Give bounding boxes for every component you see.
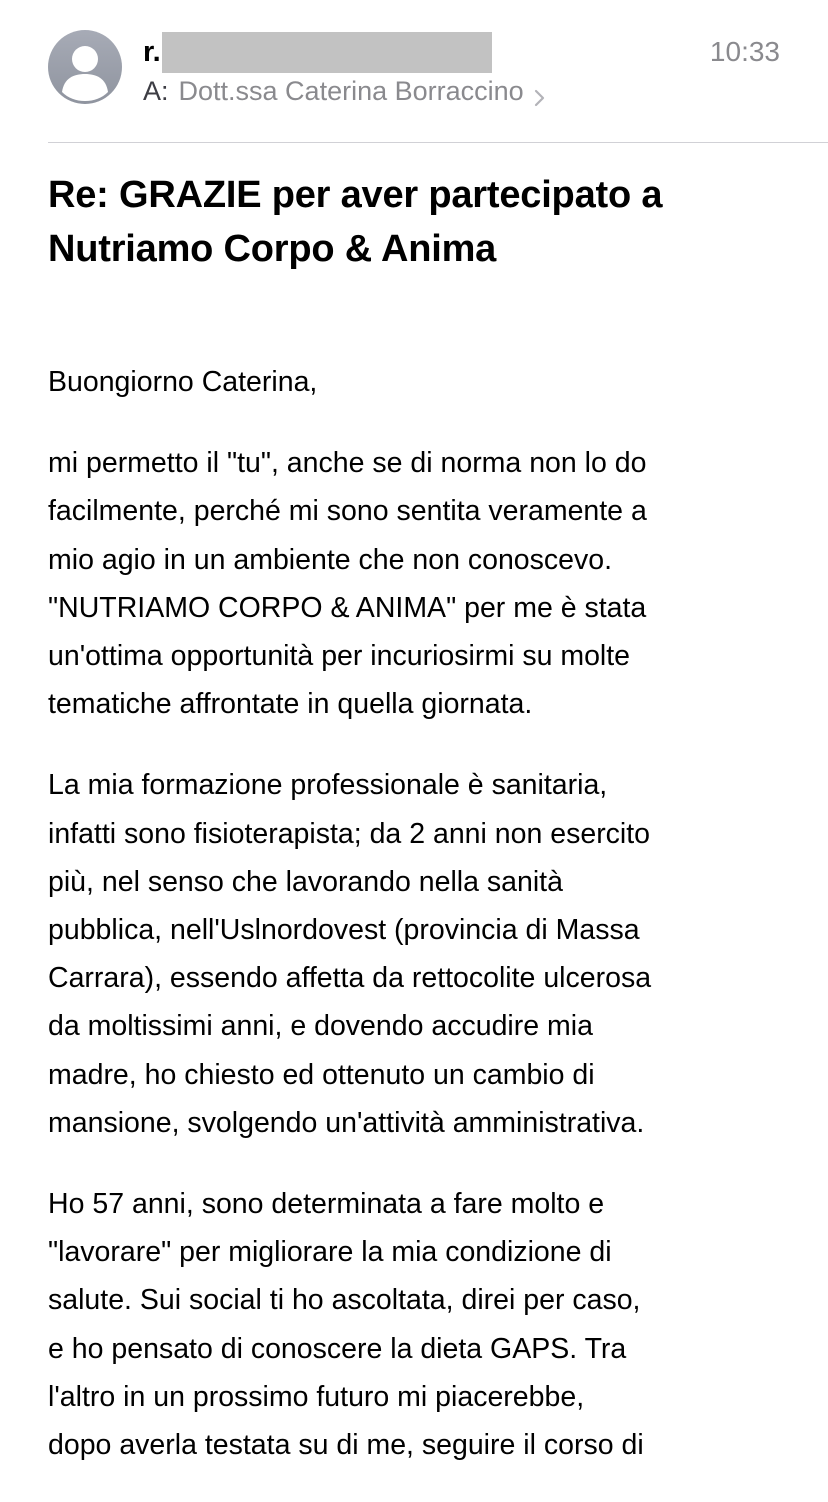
email-paragraph-1: mi permetto il "tu", anche se di norma non lo do facilmente, perché mi sono sentita veramente a mio agio in un ambiente che non conoscevo. "NUTRIAMO CORPO & ANIMA" per me è stata un'ottima opportunità per incuriosirmi su molte tematiche affrontate in quella giornata. <box>48 447 647 721</box>
header-divider <box>48 142 828 143</box>
sender-row[interactable] <box>143 30 492 74</box>
email-subject: Re: GRAZIE per aver partecipato a Nutriamo Corpo & Anima <box>48 174 663 270</box>
email-paragraph-3: Ho 57 anni, sono determinata a fare molto e "lavorare" per migliorare la mia condizione di salute. Sui social ti ho ascoltata, direi per caso, e ho pensato di conoscere la dieta GAPS. Tra l'altro in un prossimo futuro mi piacerebbe, dopo averla testata su di me, seguire il corso di <box>48 1188 644 1462</box>
sender-avatar-icon[interactable] <box>48 30 122 104</box>
chevron-right-icon <box>534 83 546 101</box>
email-paragraph-2: La mia formazione professionale è sanitaria, infatti sono fisioterapista; da 2 anni non esercito più, nel senso che lavorando nella sanità pubblica, nell'Uslnordovest (provincia di Massa Carrara), essendo affetta da rettocolite ulcerosa da moltissimi anni, e dovendo accudire mia madre, ho chiesto ed ottenuto un cambio di mansione, svolgendo un'attività amministrativa. <box>48 769 652 1139</box>
recipient-name: Dott.ssa Caterina Borraccino <box>178 76 524 106</box>
message-time: 10:33 <box>709 36 780 67</box>
recipient-row[interactable] <box>143 76 546 107</box>
email-greeting: Buongiorno Caterina, <box>48 366 318 398</box>
sender-name: r. <box>143 35 161 68</box>
email-body <box>48 358 808 1502</box>
recipient-label: A: <box>143 76 169 106</box>
redacted-sender-block <box>162 32 492 73</box>
message-header <box>48 28 780 118</box>
